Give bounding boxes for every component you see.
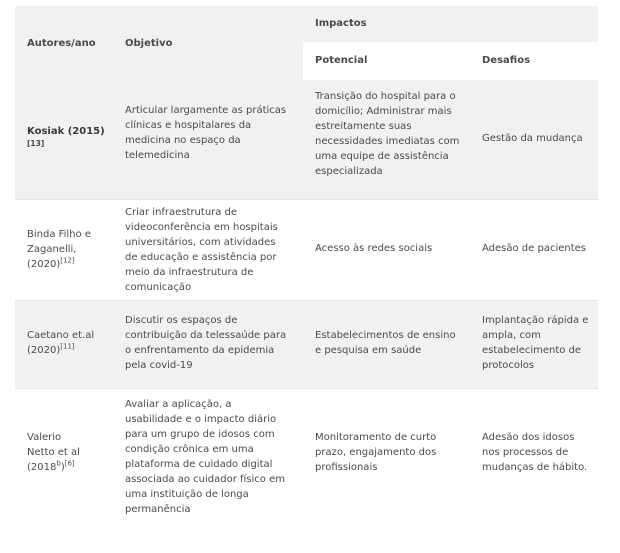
- potential-cell: Estabelecimentos de ensino e pesquisa em saúde: [315, 330, 456, 356]
- challenges-cell: Implantação rápida e ampla, com estabelecimento de protocolos: [482, 315, 589, 371]
- author-year: (2020): [27, 259, 61, 270]
- header-authors: Autores/ano: [27, 38, 96, 49]
- objective-cell: Articular largamente as práticas clínicas e hospitalares da medicina no espaço da telemedicina: [125, 105, 287, 161]
- author-name: Kosiak (2015): [27, 126, 105, 137]
- author-line: Caetano et.al: [27, 330, 95, 341]
- reference: [13]: [27, 139, 45, 148]
- author-year: (2020): [27, 345, 61, 356]
- reference: [11]: [60, 342, 75, 351]
- table-row: [15, 301, 598, 389]
- table-row: [15, 80, 598, 200]
- year-suffix: b: [56, 459, 61, 468]
- article-table: [15, 6, 598, 534]
- potential-cell: Transição do hospital para o domicílio; Administrar mais estreitamente suas necessidades imediatas com uma equipe de assistência especializada: [315, 91, 460, 177]
- table-header: [15, 6, 598, 80]
- objective-cell: Discutir os espaços de contribuição da telessaúde para o enfrentamento da epidemia pela covid-19: [125, 315, 287, 371]
- header-potential: Potencial: [315, 55, 368, 66]
- author-cell: [27, 227, 113, 272]
- challenges-cell: Adesão de pacientes: [482, 243, 587, 254]
- challenges-cell: Adesão dos idosos nos processos de mudanças de hábito.: [482, 432, 588, 473]
- author-line: Zaganelli,: [27, 244, 77, 255]
- author-line: Valerio: [27, 432, 62, 443]
- author-line: Netto et al: [27, 447, 80, 458]
- table-row: [15, 389, 598, 534]
- reference: [6]: [64, 459, 75, 468]
- potential-cell: Acesso às redes sociais: [315, 243, 433, 254]
- author-cell: [27, 328, 113, 358]
- potential-cell: Monitoramento de curto prazo, engajamento dos profissionais: [315, 432, 437, 473]
- objective-cell: Avaliar a aplicação, a usabilidade e o impacto diário para um grupo de idosos com condição crônica em uma plataforma de cuidado digital associada ao cuidador físico em uma instituição de longa permanência: [125, 399, 285, 515]
- author-cell: [27, 430, 113, 475]
- header-challenges: Desafios: [482, 55, 531, 66]
- author-line: Binda Filho e: [27, 229, 91, 240]
- header-impacts: Impactos: [315, 18, 367, 29]
- challenges-cell: Gestão da mudança: [482, 133, 583, 144]
- author-cell: [27, 124, 113, 149]
- reference: [12]: [60, 256, 75, 265]
- header-objective: Objetivo: [125, 38, 173, 49]
- author-year: (2018: [27, 462, 57, 473]
- table-row: [15, 200, 598, 301]
- objective-cell: Criar infraestrutura de videoconferência em hospitais universitários, com atividades de educação e assistência por meio da infraestrutura de comunicação: [125, 207, 278, 293]
- paren-close: ): [60, 462, 65, 473]
